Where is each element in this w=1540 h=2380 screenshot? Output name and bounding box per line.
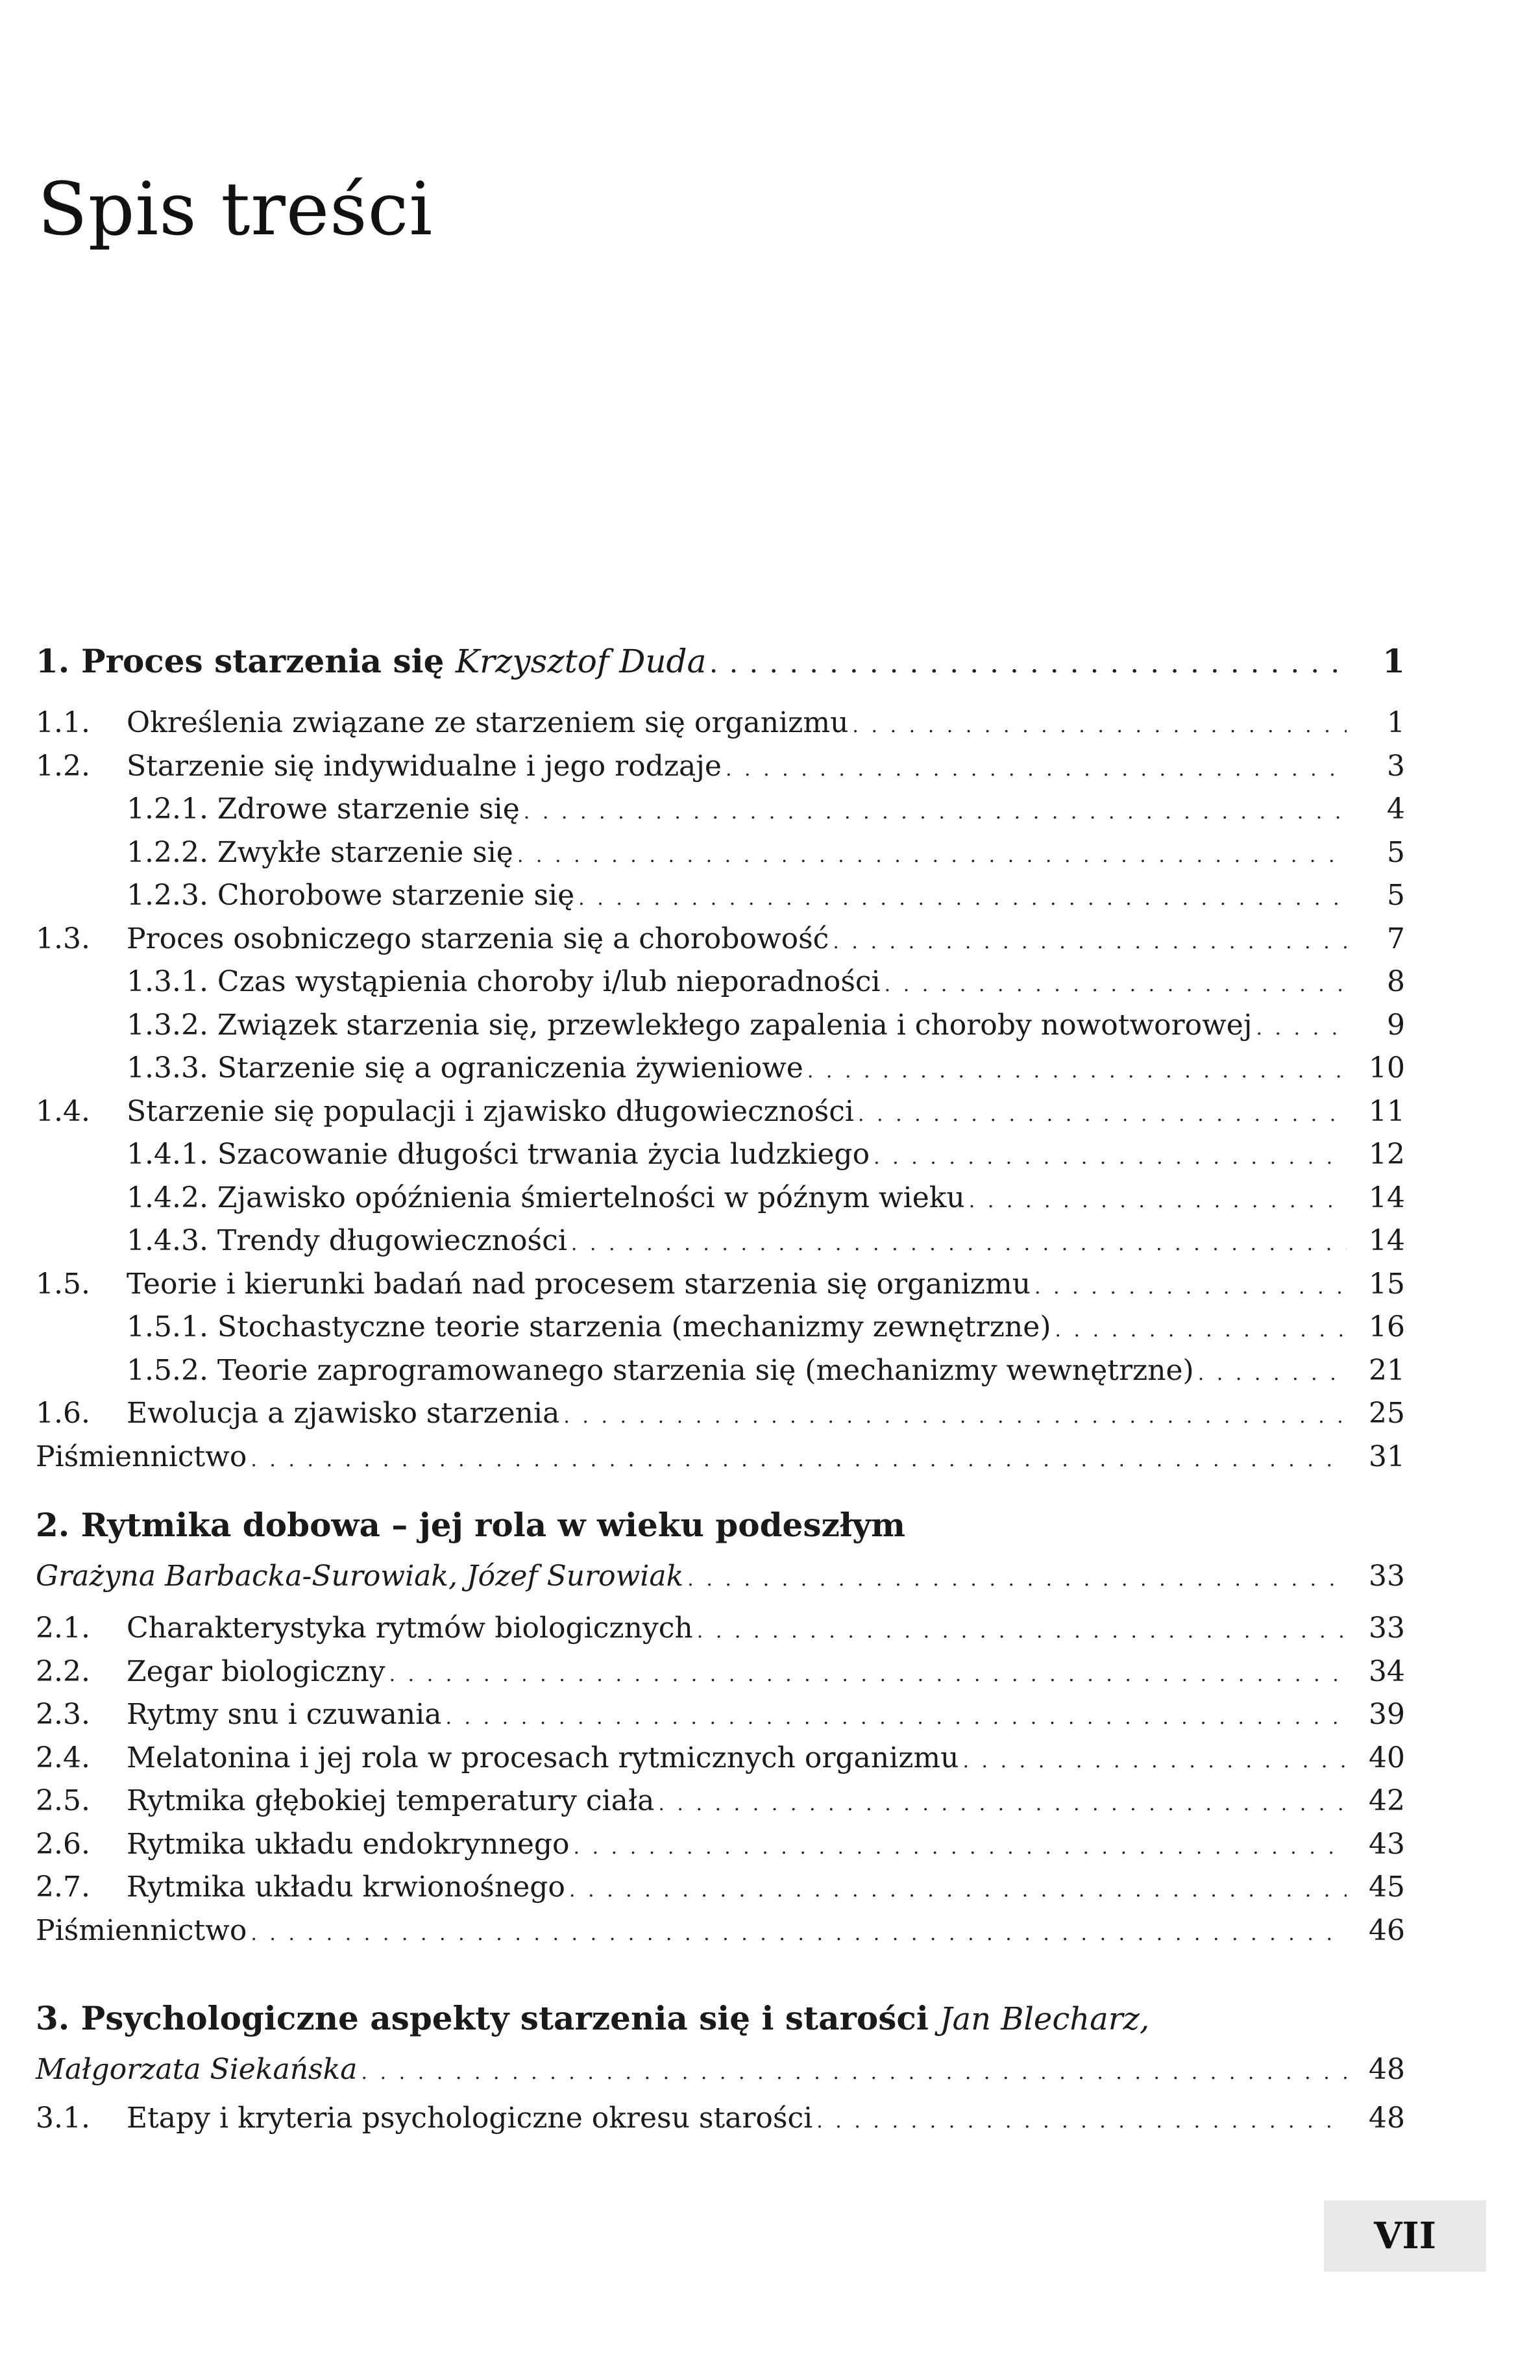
toc-entry[interactable] bbox=[36, 1049, 1405, 1087]
page-number: 48 bbox=[1369, 2102, 1405, 2135]
chapter-3-author-row[interactable] bbox=[36, 2051, 1405, 2089]
page-number: 10 bbox=[1369, 1051, 1405, 1085]
leader-dots bbox=[1034, 1269, 1347, 1307]
entry-title: Piśmiennictwo bbox=[36, 1913, 247, 1947]
page-number: 11 bbox=[1369, 1094, 1405, 1128]
entry-number: 1.3. bbox=[36, 922, 90, 955]
toc-entry[interactable] bbox=[36, 1136, 1405, 1173]
leader-dots bbox=[1198, 1355, 1347, 1393]
toc-entry[interactable] bbox=[36, 963, 1405, 1001]
leader-dots bbox=[697, 1613, 1347, 1650]
entry-title: 1.3.3. Starzenie się a ograniczenia żywieniowe bbox=[127, 1051, 803, 1085]
page-number: 21 bbox=[1369, 1353, 1405, 1387]
entry-title: 1.2.2. Zwykłe starzenie się bbox=[127, 835, 513, 869]
leader-dots bbox=[574, 1829, 1347, 1867]
leader-dots bbox=[517, 837, 1347, 875]
page-number: 34 bbox=[1369, 1654, 1405, 1688]
entry-title: 1.4.2. Zjawisko opóźnienia śmiertelności w późnym wieku bbox=[127, 1181, 965, 1214]
chapter-number: 1. bbox=[36, 642, 70, 680]
toc-entry[interactable] bbox=[36, 1438, 1405, 1476]
entry-number: 3.1. bbox=[36, 2102, 90, 2135]
entry-number: 2.6. bbox=[36, 1827, 90, 1861]
page-number: 3 bbox=[1387, 749, 1405, 783]
leader-dots bbox=[1256, 1010, 1347, 1048]
toc-entry[interactable] bbox=[36, 1869, 1405, 1906]
leader-dots bbox=[251, 1441, 1347, 1479]
toc-entry[interactable] bbox=[36, 1610, 1405, 1647]
leader-dots bbox=[571, 1225, 1347, 1263]
entry-number: 2.2. bbox=[36, 1654, 90, 1688]
entry-title: 1.3.2. Związek starzenia się, przewlekłego zapalenia i choroby nowotworowej bbox=[127, 1008, 1253, 1042]
toc-entry[interactable] bbox=[36, 1653, 1405, 1691]
entry-number: 2.1. bbox=[36, 1612, 90, 1645]
toc-entry[interactable] bbox=[36, 1266, 1405, 1303]
leader-dots bbox=[389, 1656, 1347, 1694]
toc-entry[interactable] bbox=[36, 1093, 1405, 1131]
page-number: 9 bbox=[1387, 1008, 1405, 1042]
entry-title: Starzenie się populacji i zjawisko długowieczności bbox=[127, 1094, 854, 1128]
page-number: 42 bbox=[1369, 1784, 1405, 1817]
toc-entry[interactable] bbox=[36, 1739, 1405, 1777]
entry-title: 1.4.1. Szacowanie długości trwania życia ludzkiego bbox=[127, 1138, 870, 1171]
page-number: 15 bbox=[1369, 1267, 1405, 1301]
entry-title: 1.2.3. Chorobowe starzenie się bbox=[127, 879, 575, 912]
entry-title: Starzenie się indywidualne i jego rodzaje bbox=[127, 749, 722, 783]
leader-dots bbox=[874, 1139, 1347, 1177]
leader-dots bbox=[569, 1872, 1347, 1909]
toc-entry[interactable] bbox=[36, 834, 1405, 872]
toc-entry[interactable] bbox=[36, 1308, 1405, 1346]
leader-dots bbox=[563, 1398, 1347, 1436]
entry-title: Etapy i kryteria psychologiczne okresu starości bbox=[127, 2102, 813, 2135]
chapter-number: 3. bbox=[36, 1999, 70, 2037]
entry-title: Rytmika układu krwionośnego bbox=[127, 1871, 565, 1904]
toc-entry[interactable] bbox=[36, 920, 1405, 958]
page-number: 48 bbox=[1369, 2053, 1405, 2086]
leader-dots bbox=[524, 794, 1347, 831]
entry-title: Charakterystyka rytmów biologicznych bbox=[127, 1612, 693, 1645]
leader-dots bbox=[885, 966, 1347, 1004]
chapter-title: Proces starzenia się bbox=[81, 642, 445, 680]
entry-number: 2.4. bbox=[36, 1741, 90, 1774]
page-number: 40 bbox=[1369, 1741, 1405, 1774]
toc-entry[interactable] bbox=[36, 704, 1405, 742]
toc-entry[interactable] bbox=[36, 877, 1405, 914]
chapter-author: Grażyna Barbacka-Surowiak, Józef Surowiak bbox=[36, 1560, 684, 1593]
page-number: 5 bbox=[1387, 835, 1405, 869]
entry-number: 2.3. bbox=[36, 1698, 90, 1731]
leader-dots bbox=[658, 1785, 1347, 1823]
leader-dots bbox=[807, 1053, 1347, 1090]
chapter-author: Jan Blecharz, bbox=[940, 2001, 1150, 2037]
chapter-author: Krzysztof Duda bbox=[455, 643, 707, 680]
leader-dots bbox=[858, 1096, 1347, 1134]
entry-title: Piśmiennictwo bbox=[36, 1440, 247, 1473]
page-title: Spis treści bbox=[38, 167, 434, 252]
entry-title: Proces osobniczego starzenia się a chorobowość bbox=[127, 922, 829, 955]
chapter-2-author-row[interactable] bbox=[36, 1558, 1405, 1595]
page-number: 7 bbox=[1387, 922, 1405, 955]
entry-number: 1.4. bbox=[36, 1094, 90, 1128]
leader-dots bbox=[833, 924, 1347, 961]
page-number: 25 bbox=[1369, 1397, 1405, 1430]
toc-entry[interactable] bbox=[36, 1352, 1405, 1390]
toc-entry[interactable] bbox=[36, 1912, 1405, 1950]
leader-dots bbox=[251, 1915, 1347, 1953]
entry-title: 1.5.2. Teorie zaprogramowanego starzenia się (mechanizmy wewnętrzne) bbox=[127, 1353, 1194, 1387]
page-folio: VII bbox=[1324, 2200, 1486, 2272]
page-number: 43 bbox=[1369, 1827, 1405, 1861]
leader-dots bbox=[578, 880, 1347, 918]
chapter-author: Małgorzata Siekańska bbox=[36, 2053, 358, 2086]
entry-title: Ewolucja a zjawisko starzenia bbox=[127, 1397, 560, 1430]
entry-number: 1.5. bbox=[36, 1267, 90, 1301]
toc-entry[interactable] bbox=[36, 1826, 1405, 1863]
entry-number: 1.1. bbox=[36, 706, 90, 739]
entry-title: 1.3.1. Czas wystąpienia choroby i/lub nieporadności bbox=[127, 965, 881, 998]
leader-dots bbox=[962, 1743, 1347, 1780]
toc-entry[interactable] bbox=[36, 1222, 1405, 1260]
page-number: 5 bbox=[1387, 879, 1405, 912]
chapter-title: Psychologiczne aspekty starzenia się i starości bbox=[80, 1999, 929, 2037]
toc-entry[interactable] bbox=[36, 1395, 1405, 1432]
page-number: 1 bbox=[1382, 642, 1405, 680]
page-number: 46 bbox=[1369, 1913, 1405, 1947]
page-number: 8 bbox=[1387, 965, 1405, 998]
chapter-number: 2. bbox=[36, 1506, 70, 1544]
leader-dots bbox=[710, 648, 1347, 685]
entry-title: Melatonina i jej rola w procesach rytmicznych organizmu bbox=[127, 1741, 959, 1774]
entry-title: Rytmika głębokiej temperatury ciała bbox=[127, 1784, 655, 1817]
entry-title: Rytmika układu endokrynnego bbox=[127, 1827, 570, 1861]
page-number: 1 bbox=[1387, 706, 1405, 739]
entry-number: 2.5. bbox=[36, 1784, 90, 1817]
page-number: 12 bbox=[1369, 1138, 1405, 1171]
leader-dots bbox=[969, 1183, 1347, 1220]
toc-entry[interactable] bbox=[36, 2100, 1405, 2137]
toc-entry[interactable] bbox=[36, 1696, 1405, 1734]
entry-title: Zegar biologiczny bbox=[127, 1654, 385, 1688]
chapter-title: Rytmika dobowa – jej rola w wieku podeszłym bbox=[80, 1506, 906, 1544]
leader-dots bbox=[816, 2103, 1347, 2141]
leader-dots bbox=[687, 1561, 1347, 1599]
entry-number: 1.2. bbox=[36, 749, 90, 783]
page-number: 33 bbox=[1369, 1560, 1405, 1593]
entry-title: 1.4.3. Trendy długowieczności bbox=[127, 1224, 567, 1257]
toc-entry[interactable] bbox=[36, 1007, 1405, 1044]
entry-title: Teorie i kierunki badań nad procesem starzenia się organizmu bbox=[127, 1267, 1031, 1301]
entry-number: 1.6. bbox=[36, 1397, 90, 1430]
page-number: 33 bbox=[1369, 1612, 1405, 1645]
entry-title: 1.5.1. Stochastyczne teorie starzenia (mechanizmy zewnętrzne) bbox=[127, 1310, 1051, 1343]
chapter-3-heading[interactable] bbox=[36, 1999, 1149, 2039]
page-number: 14 bbox=[1369, 1181, 1405, 1214]
entry-title: Rytmy snu i czuwania bbox=[127, 1698, 442, 1731]
toc-entry[interactable] bbox=[36, 1782, 1405, 1820]
leader-dots bbox=[852, 707, 1347, 745]
page-number: 45 bbox=[1369, 1871, 1405, 1904]
leader-dots bbox=[445, 1699, 1347, 1737]
page-number: 16 bbox=[1369, 1310, 1405, 1343]
entry-title: 1.2.1. Zdrowe starzenie się bbox=[127, 792, 520, 826]
page-number: 14 bbox=[1369, 1224, 1405, 1257]
leader-dots bbox=[726, 751, 1347, 789]
toc-entry[interactable] bbox=[36, 791, 1405, 828]
entry-number: 2.7. bbox=[36, 1871, 90, 1904]
toc-entry[interactable] bbox=[36, 1179, 1405, 1217]
chapter-2-heading[interactable] bbox=[36, 1506, 905, 1545]
page-number: 31 bbox=[1369, 1440, 1405, 1473]
chapter-1-heading[interactable] bbox=[36, 643, 1405, 680]
leader-dots bbox=[1055, 1312, 1347, 1349]
page-number: 39 bbox=[1369, 1698, 1405, 1731]
entry-title: Określenia związane ze starzeniem się organizmu bbox=[127, 706, 849, 739]
leader-dots bbox=[361, 2054, 1347, 2092]
page-number: 4 bbox=[1387, 792, 1405, 826]
toc-entry[interactable] bbox=[36, 748, 1405, 785]
